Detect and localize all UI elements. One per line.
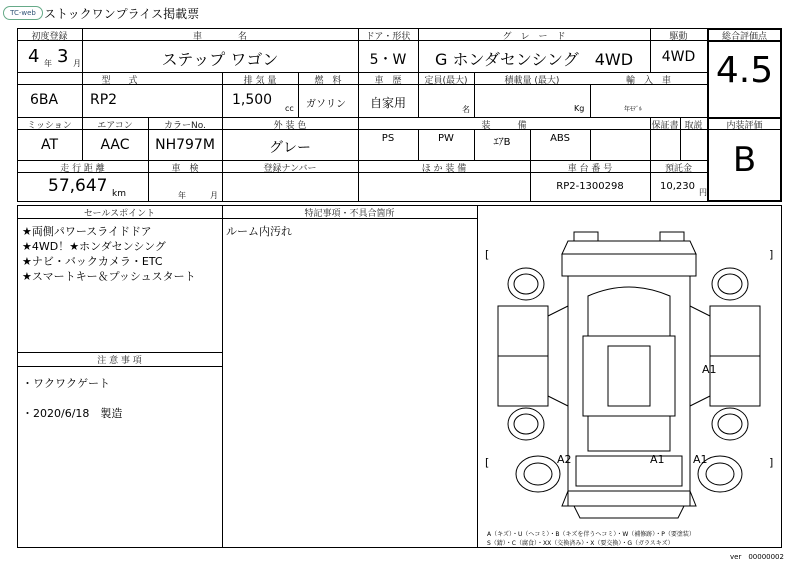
header-caution: 注 意 事 項 bbox=[97, 356, 142, 366]
score-value: 4.5 bbox=[715, 50, 774, 91]
header-import: 輸 入 車 bbox=[625, 76, 671, 86]
header-interior: 内装評価 bbox=[726, 121, 763, 131]
chassis-number: RP2-1300298 bbox=[556, 181, 624, 192]
header-load: 積載量 (最大) bbox=[504, 76, 560, 86]
damage-mark: A1 bbox=[650, 453, 665, 466]
deposit-price: 10,230 bbox=[660, 181, 695, 192]
header-ext-color: 外 装 色 bbox=[273, 121, 307, 131]
header-mission: ミッション bbox=[27, 121, 72, 131]
damage-mark: A1 bbox=[702, 363, 717, 376]
ext-color: グレー bbox=[269, 140, 311, 156]
displacement: 1,500 bbox=[232, 92, 273, 108]
reg-year-unit: 年 bbox=[44, 59, 52, 68]
damage-mark: A1 bbox=[693, 453, 708, 466]
aircon: AAC bbox=[100, 137, 130, 153]
import-unit: 年ﾓﾃﾞﾙ bbox=[624, 106, 643, 113]
interior-score: B bbox=[732, 140, 757, 180]
mileage-unit: km bbox=[112, 189, 126, 199]
caution-item: ・ワクワクゲート bbox=[22, 377, 110, 390]
color-no: NH797M bbox=[155, 137, 215, 153]
special-note: ルーム内汚れ bbox=[226, 225, 292, 238]
version-label: ver 00000002 bbox=[730, 553, 784, 561]
page-title: ストックワンプライス掲載票 bbox=[44, 7, 200, 21]
header-chassis: 車 台 番 号 bbox=[567, 164, 613, 174]
car-name: ステップ ワゴン bbox=[161, 50, 279, 69]
displacement-unit: cc bbox=[285, 104, 294, 113]
equip-pw: PW bbox=[438, 133, 454, 144]
header-color-no: カラーNo. bbox=[164, 121, 206, 131]
header-door: ドア・形状 bbox=[365, 32, 411, 42]
header-price: 預託金 bbox=[664, 164, 692, 174]
caution-item: ・2020/6/18 製造 bbox=[22, 407, 123, 420]
header-manual: 取説 bbox=[684, 121, 703, 131]
header-special-notes: 特記事項・不具合箇所 bbox=[304, 209, 395, 219]
model-code: RP2 bbox=[90, 92, 118, 108]
header-first-reg: 初度登録 bbox=[31, 32, 68, 42]
fuel: ガソリン bbox=[306, 99, 346, 110]
header-score: 総合評価点 bbox=[721, 32, 767, 42]
header-aircon: エアコン bbox=[97, 121, 133, 131]
logo: TC-web bbox=[3, 6, 43, 20]
sales-point: ★4WD！★ホンダセンシング bbox=[22, 240, 166, 253]
legend-line-2: S（錆）・C（腐食）・XX（交換済み）・X（要交換）・G（ガラスキズ） bbox=[487, 540, 674, 547]
mileage: 57,647 bbox=[48, 176, 108, 196]
model-prefix: 6BA bbox=[30, 92, 59, 108]
header-type: 型 式 bbox=[101, 76, 138, 86]
equip-airbag: ｴｱB bbox=[493, 137, 511, 148]
damage-mark: A2 bbox=[557, 453, 572, 466]
header-car-name: 車 名 bbox=[192, 32, 247, 42]
header-sales-points: セールスポイント bbox=[83, 209, 156, 219]
mission: AT bbox=[40, 137, 59, 153]
header-other-equip: ほ か 装 備 bbox=[421, 164, 467, 174]
reg-month-unit: 月 bbox=[73, 59, 81, 68]
equip-abs: ABS bbox=[550, 133, 570, 144]
header-equipment: 装 備 bbox=[481, 121, 527, 131]
reg-month: 3 bbox=[57, 46, 69, 67]
header-plate: 登録ナンバー bbox=[263, 164, 317, 174]
header-drive: 駆動 bbox=[669, 32, 688, 42]
legend-line-1: A（キズ）・U（ヘコミ）・B（キズを伴うヘコミ）・W（補修跡）・P（要塗装） bbox=[487, 531, 695, 538]
grade: G ホンダセンシング 4WD bbox=[434, 50, 634, 69]
sales-point: ★ナビ・バックカメラ・ETC bbox=[22, 255, 163, 268]
header-capacity: 定員(最大) bbox=[424, 76, 468, 86]
door-shape: 5・W bbox=[369, 52, 407, 68]
equip-ps: PS bbox=[381, 133, 395, 144]
header-fuel: 燃 料 bbox=[314, 76, 342, 86]
reg-year: 4 bbox=[28, 46, 40, 67]
load-unit: Kg bbox=[574, 104, 585, 113]
history: 自家用 bbox=[369, 96, 406, 110]
bracket-right-bottom: ] bbox=[769, 456, 774, 469]
sales-point: ★両側パワースライドドア bbox=[22, 225, 152, 238]
bracket-left-bottom: [ bbox=[485, 456, 490, 469]
sales-point: ★スマートキー＆プッシュスタート bbox=[22, 270, 196, 283]
inspection-month-unit: 月 bbox=[210, 191, 218, 200]
inspection-year-unit: 年 bbox=[178, 191, 186, 200]
car-diagram bbox=[478, 206, 781, 546]
header-mileage: 走 行 距 離 bbox=[60, 164, 105, 174]
drive: 4WD bbox=[661, 49, 696, 65]
deposit-unit: 円 bbox=[699, 188, 707, 197]
header-grade: グ レ ー ド bbox=[502, 32, 566, 42]
capacity-unit: 名 bbox=[462, 105, 470, 114]
bracket-right-top: ] bbox=[769, 248, 774, 261]
header-displacement: 排 気 量 bbox=[243, 76, 277, 86]
header-history: 車 歴 bbox=[374, 76, 402, 86]
header-warranty: 保証書 bbox=[651, 121, 679, 131]
bracket-left-top: [ bbox=[485, 248, 490, 261]
header-inspection: 車 検 bbox=[171, 164, 199, 174]
